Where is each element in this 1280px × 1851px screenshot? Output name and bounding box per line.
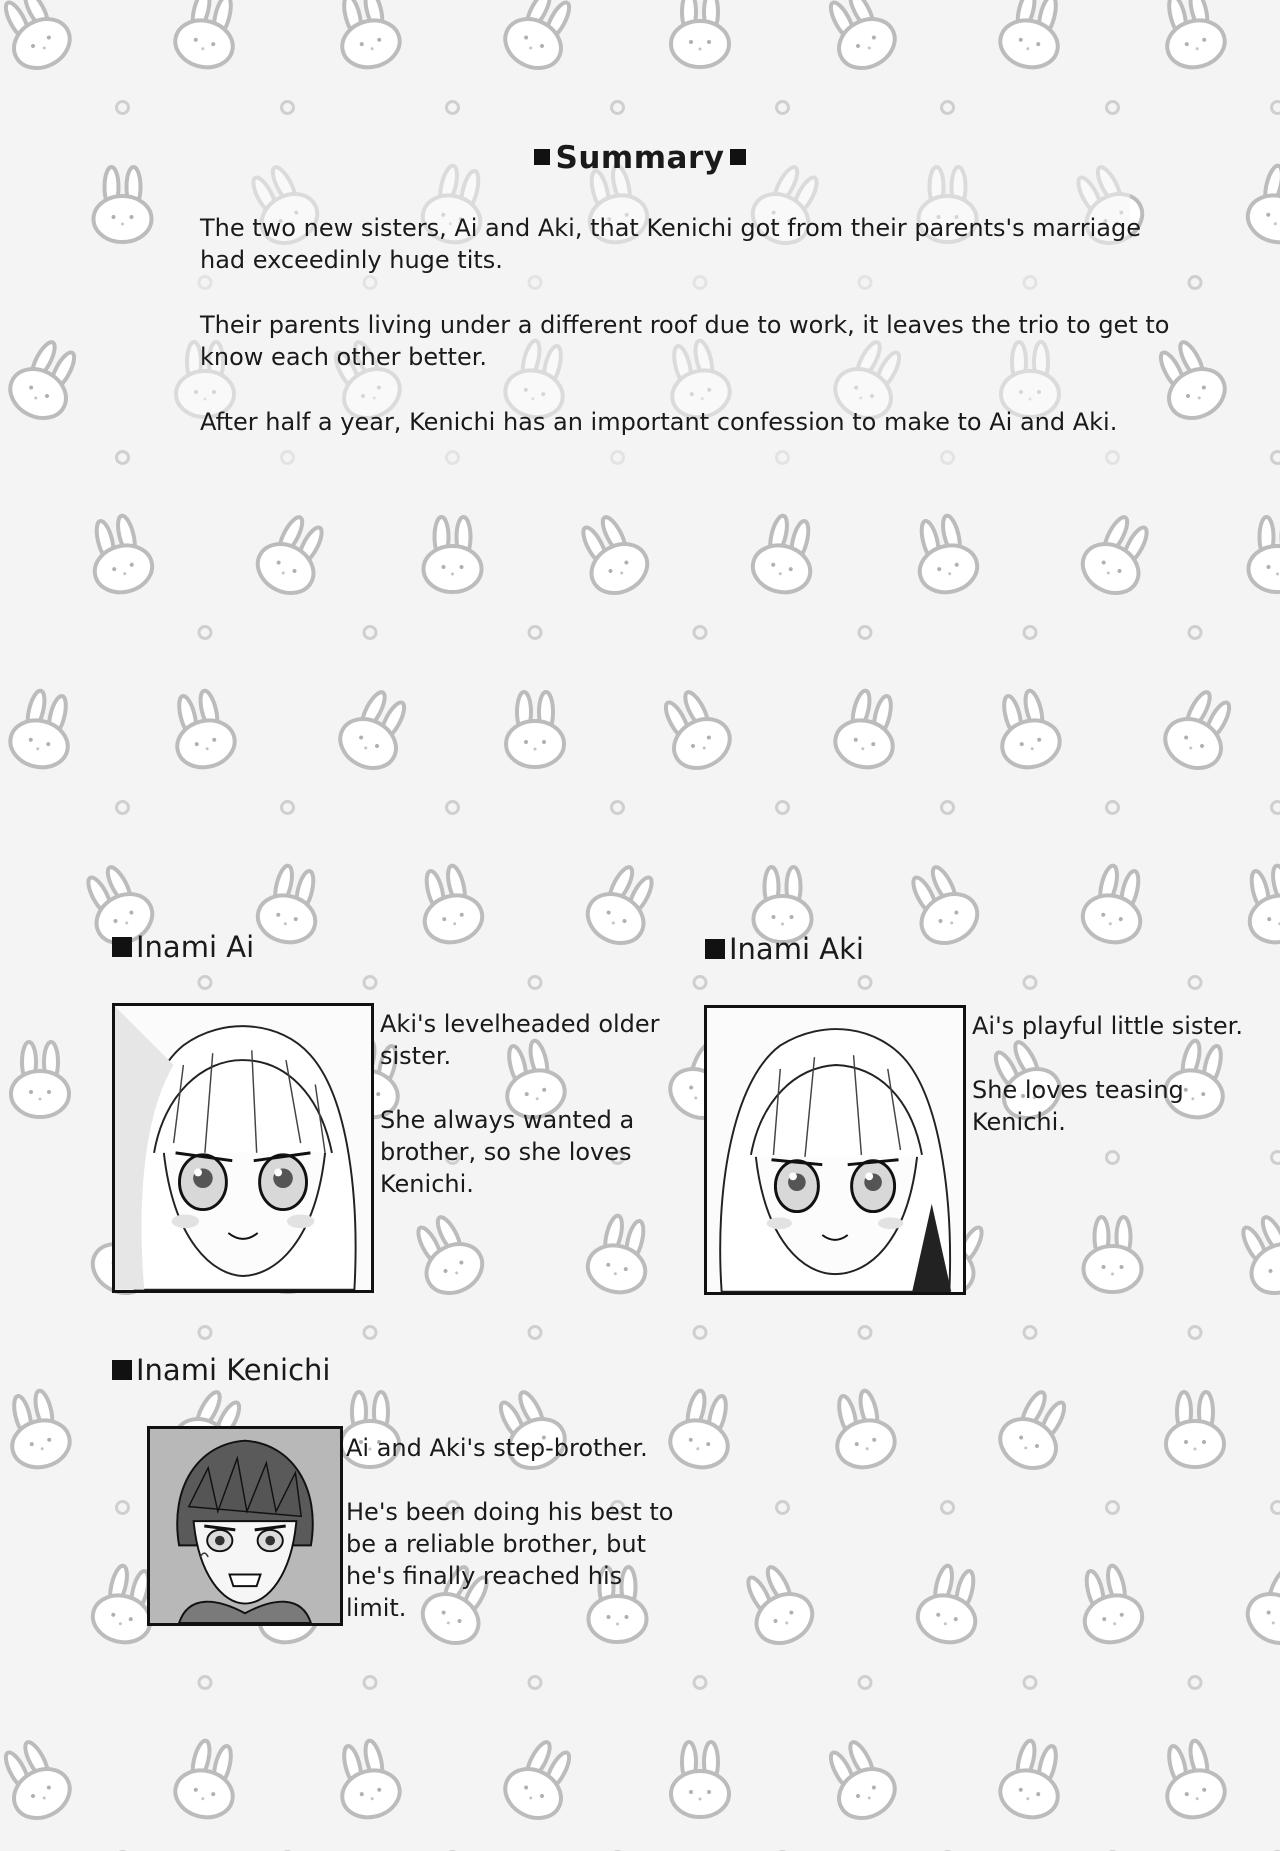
dot-icon [1024, 627, 1036, 639]
dot-icon [199, 1677, 211, 1689]
bunny-icon [330, 1736, 404, 1823]
bunny-icon [2, 334, 88, 427]
bunny-icon [1249, 517, 1280, 592]
dot-icon [694, 1327, 706, 1339]
dot-icon [1272, 802, 1280, 814]
dot-icon [199, 627, 211, 639]
portrait-aki-image [704, 1005, 966, 1295]
dot-icon [859, 627, 871, 639]
dot-icon [364, 1327, 376, 1339]
bunny-icon [506, 692, 564, 767]
dot-icon [942, 802, 954, 814]
dot-icon [859, 1677, 871, 1689]
dot-icon [1107, 802, 1119, 814]
character-name: Inami Aki [729, 932, 864, 966]
bunny-icon [671, 1742, 729, 1817]
bunny-icon [665, 1386, 739, 1473]
bunny-icon [170, 0, 244, 73]
dot-icon [777, 1502, 789, 1514]
summary-paragraph: Their parents living under a different roof due to work, it leaves the trio to get to know each other better. [200, 311, 1170, 371]
bunny-icon [332, 684, 418, 777]
bunny-icon [569, 509, 655, 602]
bunny-icon [249, 509, 335, 602]
dot-icon [529, 1327, 541, 1339]
dot-icon [1272, 452, 1280, 464]
dot-icon [447, 102, 459, 114]
dot-icon [117, 1502, 129, 1514]
dot-icon [529, 977, 541, 989]
dot-icon [612, 102, 624, 114]
dot-icon [529, 627, 541, 639]
dot-icon [859, 1327, 871, 1339]
bunny-icon [253, 861, 327, 948]
dot-icon [364, 627, 376, 639]
bunny-icon [1155, 1736, 1229, 1823]
character-heading-kenichi [112, 1353, 330, 1387]
dot-icon [859, 977, 871, 989]
bunny-icon [913, 1561, 987, 1648]
bunny-icon [652, 684, 738, 777]
dot-icon [199, 977, 211, 989]
dot-icon [612, 802, 624, 814]
dot-icon [694, 627, 706, 639]
dot-icon [117, 802, 129, 814]
dot-icon [942, 1502, 954, 1514]
dot-icon [1024, 977, 1036, 989]
dot-icon [1189, 1677, 1201, 1689]
portrait-kenichi-image [147, 1426, 343, 1626]
dot-icon [1272, 102, 1280, 114]
dot-icon [1024, 1327, 1036, 1339]
dot-icon [1107, 102, 1119, 114]
bunny-icon [1073, 1561, 1147, 1648]
dot-icon [1189, 1327, 1201, 1339]
bunny-icon [1084, 1217, 1142, 1292]
bunny-icon [330, 0, 404, 73]
description-line: Ai and Aki's step-brother. [346, 1434, 648, 1462]
bunny-icon [830, 686, 904, 773]
bunny-icon [671, 0, 729, 67]
bunny-icon [995, 0, 1069, 73]
summary-title-text: Summary [555, 140, 725, 176]
dot-icon [1189, 627, 1201, 639]
bunny-icon [754, 867, 812, 942]
bunny-icon [995, 1736, 1069, 1823]
bunny-icon [83, 511, 157, 598]
dot-icon [694, 1677, 706, 1689]
bunny-icon [424, 517, 482, 592]
bunny-icon [11, 1042, 69, 1117]
dot-icon [282, 802, 294, 814]
bunny-icon [748, 511, 822, 598]
dot-icon [1189, 277, 1201, 289]
bunny-icon [1078, 861, 1152, 948]
bunny-icon [1157, 684, 1243, 777]
dot-icon [117, 102, 129, 114]
summary-body [200, 212, 1190, 471]
bunny-icon [1238, 861, 1280, 948]
bunny-icon [0, 1386, 74, 1473]
bunny-icon [1166, 1392, 1224, 1467]
description-line: Aki's levelheaded older sister. [380, 1010, 660, 1070]
dot-icon [364, 977, 376, 989]
portrait-ai-image [112, 1003, 374, 1293]
summary-paragraph: The two new sisters, Ai and Aki, that Kenichi got from their parents's marriage had exceedinly huge tits. [200, 214, 1141, 274]
character-description-ai [380, 1008, 670, 1232]
bunny-icon [497, 0, 583, 77]
bunny-icon [899, 859, 985, 952]
bunny-icon [817, 0, 903, 77]
bunny-icon [0, 1734, 78, 1827]
square-bullet-icon [705, 939, 725, 959]
dot-icon [777, 102, 789, 114]
bunny-icon [734, 1559, 820, 1652]
bunny-icon [165, 686, 239, 773]
dot-icon [364, 1677, 376, 1689]
bunny-icon [817, 1734, 903, 1827]
bunny-icon [579, 859, 665, 952]
dot-icon [447, 802, 459, 814]
square-bullet-icon [534, 149, 550, 165]
square-bullet-icon [730, 149, 746, 165]
character-description-aki [972, 1010, 1262, 1170]
bunny-icon [94, 167, 152, 242]
square-bullet-icon [112, 1360, 132, 1380]
dot-icon [199, 1327, 211, 1339]
bunny-icon [992, 1384, 1078, 1477]
dot-icon [282, 102, 294, 114]
dot-icon [1272, 1152, 1280, 1164]
dot-icon [1024, 1677, 1036, 1689]
bunny-icon [413, 861, 487, 948]
character-name: Inami Ai [136, 930, 255, 964]
description-line: She always wanted a brother, so she loves Kenichi. [380, 1106, 635, 1198]
bunny-icon [170, 1736, 244, 1823]
dot-icon [942, 102, 954, 114]
bunny-icon [5, 686, 79, 773]
description-line: He's been doing his best to be a reliable brother, but he's finally reached his limit. [346, 1498, 674, 1622]
dot-icon [529, 1677, 541, 1689]
dot-icon [1107, 1502, 1119, 1514]
dot-icon [1189, 977, 1201, 989]
bunny-icon [1239, 1559, 1280, 1652]
bunny-icon [1074, 509, 1160, 602]
dot-icon [694, 977, 706, 989]
bunny-icon [908, 511, 982, 598]
description-line: She loves teasing Kenichi. [972, 1076, 1184, 1136]
dot-icon [1272, 1502, 1280, 1514]
bunny-icon [1155, 0, 1229, 73]
summary-paragraph: After half a year, Kenichi has an important confession to make to Ai and Aki. [200, 408, 1118, 436]
character-heading-aki [705, 932, 864, 966]
description-line: Ai's playful little sister. [972, 1012, 1243, 1040]
bunny-icon [0, 0, 78, 77]
square-bullet-icon [112, 937, 132, 957]
dot-icon [777, 802, 789, 814]
bunny-icon [1229, 1209, 1280, 1302]
dot-icon [117, 452, 129, 464]
bunny-icon [825, 1386, 899, 1473]
character-description-kenichi [346, 1432, 676, 1656]
summary-title [0, 140, 1280, 176]
character-name: Inami Kenichi [136, 1353, 331, 1387]
bunny-icon [990, 686, 1064, 773]
bunny-icon [497, 1734, 583, 1827]
character-heading-ai [112, 930, 254, 964]
